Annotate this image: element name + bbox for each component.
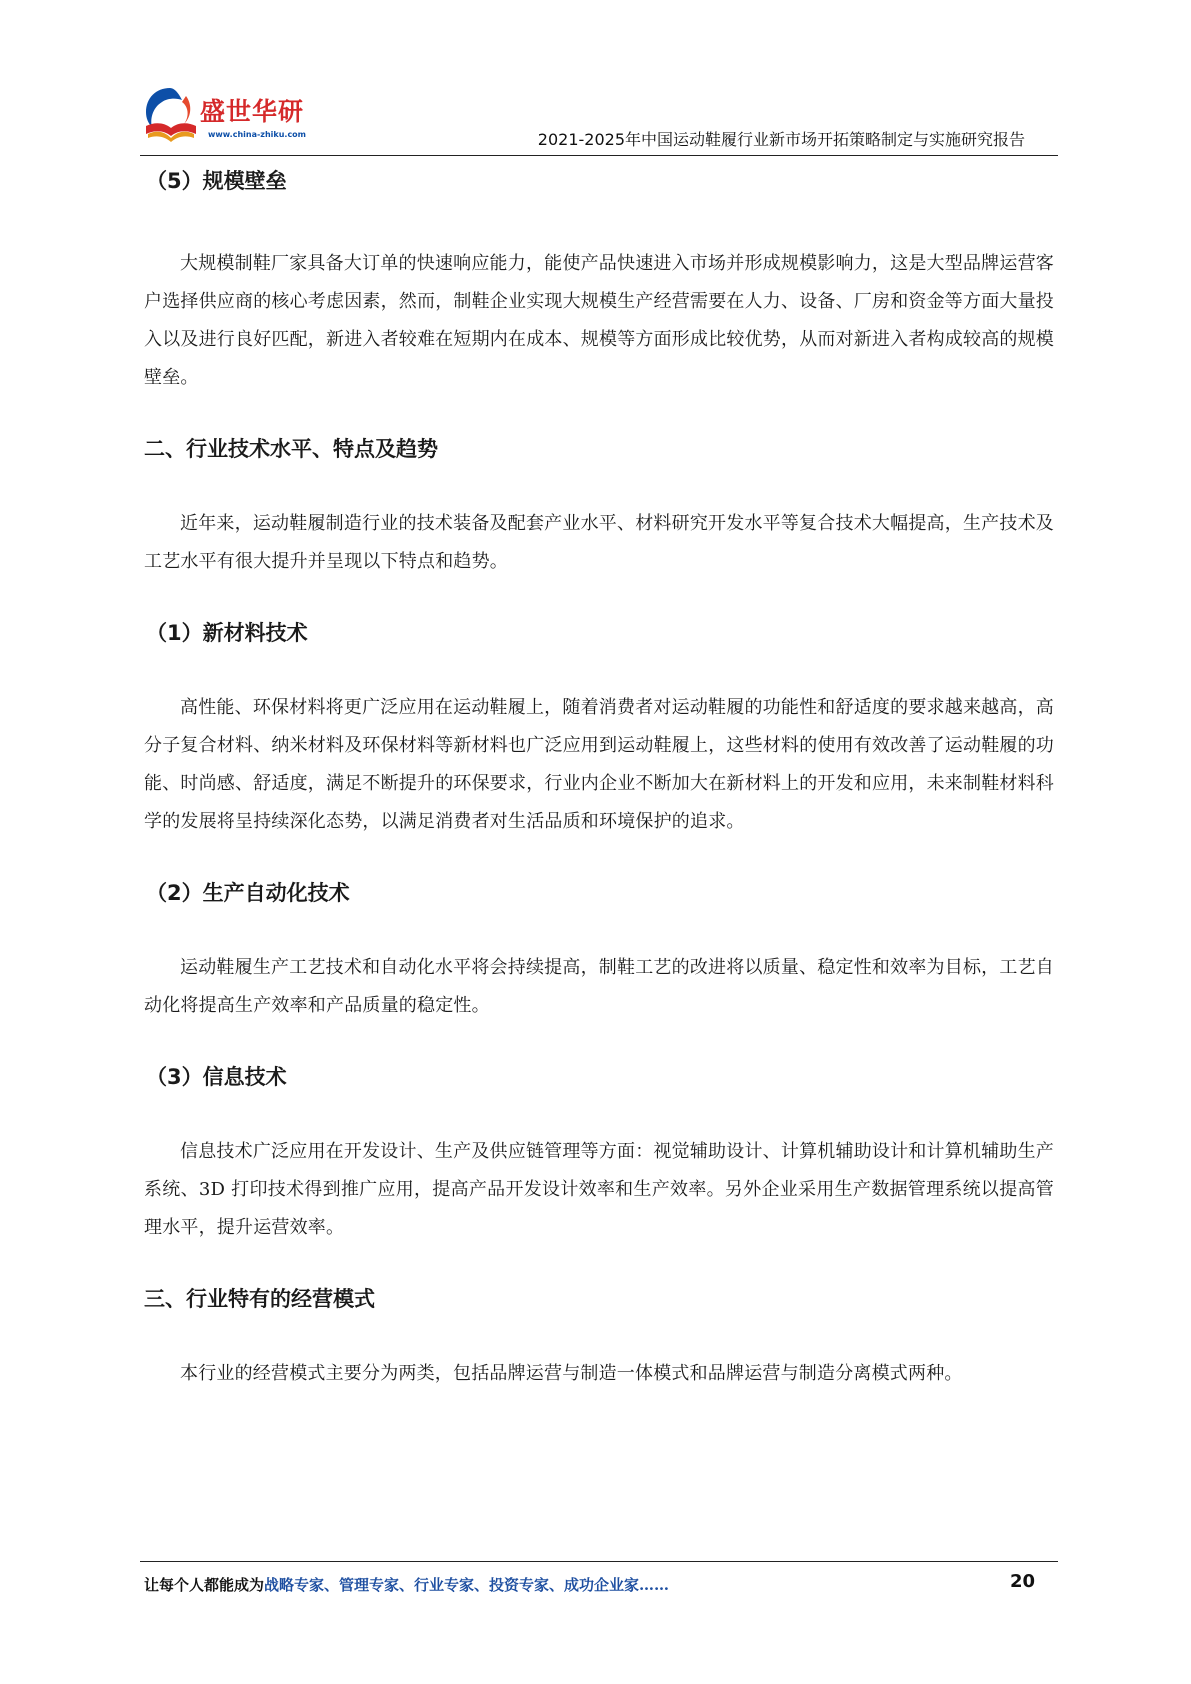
paragraph-scale-barrier: 大规模制鞋厂家具备大订单的快速响应能力，能使产品快速进入市场并形成规模影响力，这是大型品牌运营客户选择供应商的核心考虑因素，然而，制鞋企业实现大规模生产经营需要在人力、设备、厂房和资金等方面大量投入以及进行良好匹配，新进入者较难在短期内在成本、规模等方面形成比较优势，从而对新进入者构成较高的规模壁垒。	[144, 253, 1054, 388]
paragraph-business-model: 本行业的经营模式主要分为两类，包括品牌运营与制造一体模式和品牌运营与制造分离模式两种。	[180, 1363, 963, 1384]
slogan-highlight: 战略专家、管理专家、行业专家、投资专家、成功企业家……	[264, 1576, 670, 1594]
logo-book-icon	[140, 82, 202, 148]
slogan-prefix: 让每个人都能成为	[144, 1576, 265, 1594]
heading-business-model: 三、行业特有的经营模式	[144, 1287, 375, 1311]
company-logo	[140, 82, 310, 150]
paragraph-technology-intro: 近年来，运动鞋履制造行业的技术装备及配套产业水平、材料研究开发水平等复合技术大幅提高，生产技术及工艺水平有很大提升并呈现以下特点和趋势。	[144, 513, 1054, 572]
header-divider	[140, 155, 1058, 156]
subheading-automation: （2）生产自动化技术	[146, 881, 350, 905]
paragraph-information-tech: 信息技术广泛应用在开发设计、生产及供应链管理等方面：视觉辅助设计、计算机辅助设计和计算机辅助生产系统、3D 打印技术得到推广应用，提高产品开发设计效率和生产效率。另外企业采用生产数据管理系统以提高管理水平，提升运营效率。	[144, 1141, 1054, 1238]
page-content	[144, 157, 1054, 1393]
logo-name: 盛世华研	[200, 97, 305, 126]
footer-divider	[140, 1561, 1058, 1562]
page-number: 20	[1010, 1571, 1036, 1592]
report-title: 2021-2025年中国运动鞋履行业新市场开拓策略制定与实施研究报告	[537, 130, 1025, 149]
subheading-information-tech: （3）信息技术	[146, 1065, 287, 1089]
paragraph-new-materials: 高性能、环保材料将更广泛应用在运动鞋履上，随着消费者对运动鞋履的功能性和舒适度的要求越来越高，高分子复合材料、纳米材料及环保材料等新材料也广泛应用到运动鞋履上，这些材料的使用有效改善了运动鞋履的功能、时尚感、舒适度，满足不断提升的环保要求，行业内企业不断加大在新材料上的开发和应用，未来制鞋材料科学的发展将呈持续深化态势，以满足消费者对生活品质和环境保护的追求。	[144, 697, 1054, 832]
subheading-scale-barrier: （5）规模壁垒	[146, 169, 287, 193]
footer-slogan	[144, 1574, 669, 1595]
logo-url: www.china-zhiku.com	[208, 130, 307, 139]
subheading-new-materials: （1）新材料技术	[146, 621, 308, 645]
paragraph-automation: 运动鞋履生产工艺技术和自动化水平将会持续提高，制鞋工艺的改进将以质量、稳定性和效率为目标，工艺自动化将提高生产效率和产品质量的稳定性。	[144, 957, 1054, 1016]
heading-technology-trends: 二、行业技术水平、特点及趋势	[144, 437, 438, 461]
